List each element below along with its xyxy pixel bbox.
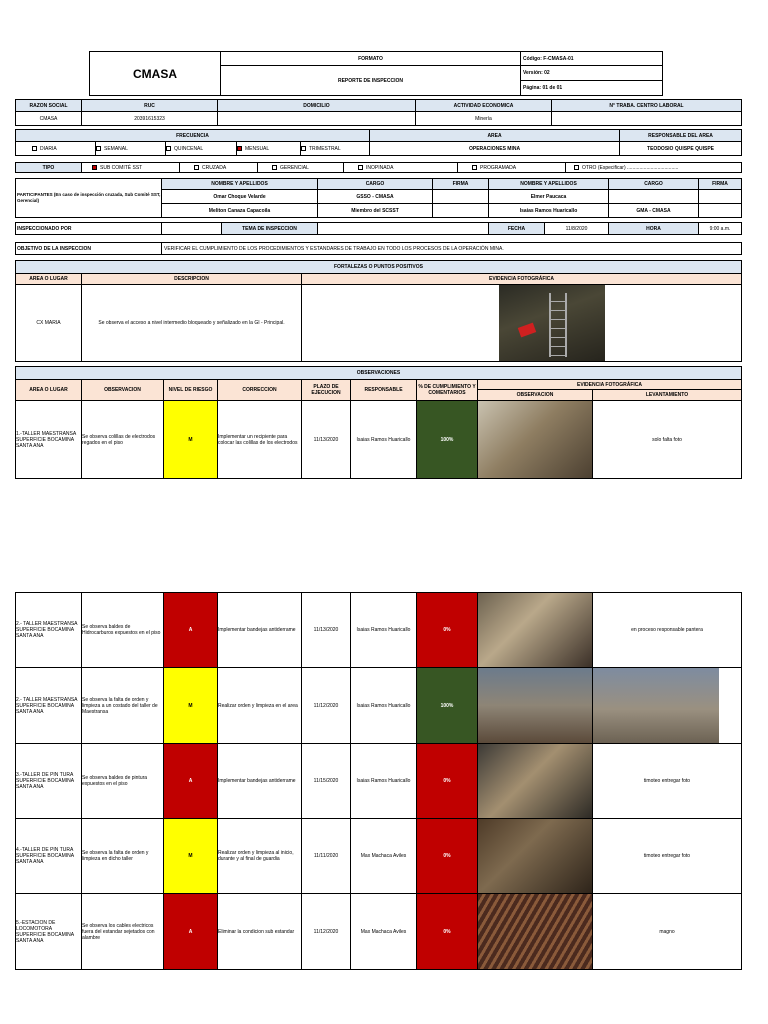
- obs-area: 3.-TALLER DE PIN TURA SUPERFICIE BOCAMINA SANTA ANA: [16, 744, 82, 819]
- trabajadores-value: [552, 112, 742, 126]
- tipo-option-otro[interactable]: OTRO (Especificar) .....................................: [566, 163, 742, 173]
- obs-plazo: 11/12/2020: [302, 894, 351, 970]
- obs-levantamiento-photo-cell: [593, 668, 742, 744]
- obs-levantamiento: solo falta foto: [593, 401, 742, 479]
- participantes-firma-header: FIRMA: [433, 179, 489, 190]
- obs-cumplimiento: 100%: [417, 401, 478, 479]
- fortalezas-descripcion: Se observa el acceso a nivel intermedio bloqueado y señalizado en la GI - Principal.: [82, 285, 302, 362]
- observaciones-title: OBSERVACIONES: [16, 367, 742, 380]
- participante-cargo: Miembro del SCSST: [318, 204, 433, 218]
- evidence-photo: [478, 593, 592, 667]
- evidence-photo: [478, 744, 592, 818]
- participantes-table: [15, 178, 742, 218]
- levantamiento-photo: [593, 668, 719, 743]
- responsable-area-value: TEODOSIO QUISPE QUISPE: [620, 142, 742, 156]
- razon-social-label: RAZON SOCIAL: [16, 100, 82, 112]
- participantes-cargo-header-2: CARGO: [609, 179, 699, 190]
- freq-option-semanal[interactable]: SEMANAL: [96, 142, 166, 156]
- table-row: [16, 668, 742, 744]
- obs-riesgo-header: NIVEL DE RIESGO: [164, 380, 218, 401]
- fortalezas-title: FORTALEZAS O PUNTOS POSITIVOS: [16, 261, 742, 274]
- obs-riesgo: M: [164, 401, 218, 479]
- evidence-photo: [478, 819, 592, 893]
- participantes-nombre-header-2: NOMBRE Y APELLIDOS: [489, 179, 609, 190]
- fecha-label: FECHA: [489, 223, 545, 235]
- header-table: [89, 51, 663, 96]
- razon-social-value: CMASA: [16, 112, 82, 126]
- obs-cumplimiento: 100%: [417, 668, 478, 744]
- responsable-area-label: RESPONSABLE DEL AREA: [620, 130, 742, 142]
- inspeccionado-por-label: INSPECCIONADO POR: [16, 223, 162, 235]
- checkbox-icon: [301, 146, 306, 151]
- obs-evidencia-levantamiento-header: LEVANTAMIENTO: [593, 390, 742, 401]
- tipo-label: TIPO: [16, 163, 82, 173]
- participante-firma: [699, 190, 742, 204]
- evidence-photo: [478, 668, 592, 743]
- obs-area: 4.-TALLER DE PIN TURA SUPERFICIE BOCAMINA SANTA ANA: [16, 819, 82, 894]
- domicilio-label: DOMICILIO: [218, 100, 416, 112]
- table-row: [16, 744, 742, 819]
- ruc-value: 20391615323: [82, 112, 218, 126]
- obs-riesgo: A: [164, 894, 218, 970]
- tipo-table: [15, 162, 742, 173]
- checkbox-icon: [32, 146, 37, 151]
- participantes-cargo-header: CARGO: [318, 179, 433, 190]
- obs-area: 1.-TALLER MAESTRANSA SUPERFICIE BOCAMINA SANTA ANA: [16, 401, 82, 479]
- obs-area-header: AREA O LUGAR: [16, 380, 82, 401]
- obs-evidencia-observacion-header: OBSERVACION: [478, 390, 593, 401]
- hora-value: 9:00 a.m.: [699, 223, 742, 235]
- version-label: Versión: 02: [521, 66, 663, 81]
- company-table: [15, 99, 742, 126]
- objetivo-table: [15, 242, 742, 255]
- obs-correccion: Realizar orden y limpieza al inicio, durante y al final de guardia: [218, 819, 302, 894]
- table-row: [16, 593, 742, 668]
- obs-plazo: 11/13/2020: [302, 401, 351, 479]
- observaciones-table: [15, 366, 742, 479]
- tema-value: [318, 223, 489, 235]
- obs-observacion: Se observa baldes de Hidrocarburos expuestos en el piso: [82, 593, 164, 668]
- domicilio-value: [218, 112, 416, 126]
- fortalezas-evidencia-cell: [302, 285, 742, 362]
- inspeccion-table: [15, 222, 742, 235]
- evidence-photo: [499, 285, 605, 361]
- obs-responsable: Max Machaca Aviles: [351, 894, 417, 970]
- inspeccionado-por-value: [162, 223, 222, 235]
- fortalezas-table: [15, 260, 742, 362]
- frecuencia-label: FRECUENCIA: [16, 130, 370, 142]
- obs-correccion: Realizar orden y limpieza en el area: [218, 668, 302, 744]
- obs-riesgo: M: [164, 819, 218, 894]
- checkbox-icon: [574, 165, 579, 170]
- tema-label: TEMA DE INSPECCION: [222, 223, 318, 235]
- obs-correccion: Eliminar la condicion sub estandar: [218, 894, 302, 970]
- obs-riesgo: A: [164, 744, 218, 819]
- obs-observacion: Se observa la falta de orden y limpieza en dicho taller: [82, 819, 164, 894]
- area-value: OPERACIONES MINA: [370, 142, 620, 156]
- fortalezas-area: CX MARIA: [16, 285, 82, 362]
- tipo-option-gerencial[interactable]: GERENCIAL: [258, 163, 344, 173]
- obs-evidencia-photo-cell: [478, 744, 593, 819]
- obs-riesgo: M: [164, 668, 218, 744]
- actividad-label: ACTIVIDAD ECONOMICA: [416, 100, 552, 112]
- ladder-shape: [549, 293, 567, 357]
- freq-option-mensual[interactable]: MENSUAL: [237, 142, 301, 156]
- obs-correccion: Implementar bandejas antiderrame: [218, 744, 302, 819]
- ruc-label: RUC: [82, 100, 218, 112]
- checkbox-icon: [96, 146, 101, 151]
- obs-cumplimiento: 0%: [417, 744, 478, 819]
- participantes-label: PARTICIPANTES (En caso de inspección cruzada, Sub Comité SST, Gerencial): [16, 179, 162, 218]
- trabajadores-label: N° TRABA. CENTRO LABORAL: [552, 100, 742, 112]
- frecuencia-table: [15, 129, 742, 156]
- participantes-firma-header-2: FIRMA: [699, 179, 742, 190]
- obs-cumplimiento: 0%: [417, 894, 478, 970]
- freq-option-quincenal[interactable]: QUINCENAL: [166, 142, 237, 156]
- obs-area: 2.- TALLER MAESTRANSA SUPERFICIE BOCAMINA SANTA ANA: [16, 668, 82, 744]
- obs-observacion: Se observa colillas de electrodos regados en el piso: [82, 401, 164, 479]
- observaciones-table-continued: [15, 592, 742, 970]
- obs-observacion: Se observa la falta de orden y limpieza a un costado del taller de Maestransa: [82, 668, 164, 744]
- table-row: [16, 819, 742, 894]
- obs-area: 5.-ESTACION DE LOCOMOTORA SUPERFICIE BOCAMINA SANTA ANA: [16, 894, 82, 970]
- obs-evidencia-photo-cell: [478, 401, 593, 479]
- checkbox-icon: [472, 165, 477, 170]
- obs-area: 2.- TALLER MAESTRANSA SUPERFICIE BOCAMINA SANTA ANA: [16, 593, 82, 668]
- fecha-value: 11/8/2020: [545, 223, 609, 235]
- obs-plazo: 11/15/2020: [302, 744, 351, 819]
- participante-cargo: [609, 190, 699, 204]
- freq-option-trimestral[interactable]: TRIMESTRAL: [301, 142, 370, 156]
- obs-responsable-header: RESPONSABLE: [351, 380, 417, 401]
- obs-observacion: Se observa los cables electricos fuera del estandar sejetados con alambre: [82, 894, 164, 970]
- format-label: FORMATO: [221, 52, 521, 66]
- area-label: AREA: [370, 130, 620, 142]
- tipo-option-cruzada[interactable]: CRUZADA: [180, 163, 258, 173]
- obs-responsable: Max Machaca Aviles: [351, 819, 417, 894]
- obs-plazo-header: PLAZO DE EJECUCION: [302, 380, 351, 401]
- freq-option-diaria[interactable]: DIARIA: [16, 142, 96, 156]
- table-row: [16, 894, 742, 970]
- report-title: REPORTE DE INSPECCION: [221, 66, 521, 96]
- company-logo: CMASA: [90, 52, 221, 96]
- obs-correccion: Implementar bandejas antiderrame: [218, 593, 302, 668]
- participante-cargo: GSSO - CMASA: [318, 190, 433, 204]
- obs-evidencia-header: EVIDENCIA FOTOGRÁFICA: [478, 380, 742, 390]
- obs-evidencia-photo-cell: [478, 593, 593, 668]
- checkbox-icon: [358, 165, 363, 170]
- participante-cargo: GMA - CMASA: [609, 204, 699, 218]
- evidence-photo: [478, 401, 592, 478]
- obs-levantamiento: magno: [593, 894, 742, 970]
- obs-evidencia-photo-cell: [478, 668, 593, 744]
- obs-evidencia-photo-cell: [478, 894, 593, 970]
- participante-nombre: Isaias Ramos Huaricallo: [489, 204, 609, 218]
- participante-firma: [433, 204, 489, 218]
- obs-responsable: Isaias Ramos Huaricallo: [351, 593, 417, 668]
- objetivo-text: VERIFICAR EL CUMPLIMIENTO DE LOS PROCEDIMIENTOS Y ESTANDARES DE TRABAJO EN TODO LOS PROCESOS DE LA OPERACIÓN MINA.: [162, 243, 742, 255]
- obs-cumplimiento: 0%: [417, 819, 478, 894]
- checkbox-icon: [194, 165, 199, 170]
- code-label: Código: F-CMASA-01: [521, 52, 663, 66]
- participante-nombre: Meliton Canaza Capacoila: [162, 204, 318, 218]
- participantes-nombre-header: NOMBRE Y APELLIDOS: [162, 179, 318, 190]
- fortalezas-descripcion-header: DESCRIPCION: [82, 274, 302, 285]
- obs-correccion: Implementar un recipiente para colocar las colillas de los electrodos: [218, 401, 302, 479]
- obs-evidencia-photo-cell: [478, 819, 593, 894]
- obs-cumplimiento: 0%: [417, 593, 478, 668]
- obs-observacion-header: OBSERVACION: [82, 380, 164, 401]
- checkbox-checked-icon: [92, 165, 97, 170]
- fortalezas-area-header: AREA O LUGAR: [16, 274, 82, 285]
- obs-responsable: Isaias Ramos Huaricallo: [351, 744, 417, 819]
- obs-responsable: Isaias Ramos Huaricallo: [351, 668, 417, 744]
- obs-levantamiento: en proceso responsable pantera: [593, 593, 742, 668]
- checkbox-icon: [272, 165, 277, 170]
- warning-sign-shape: [518, 323, 536, 338]
- obs-cumplimiento-header: % DE CUMPLIMIENTO Y COMENTARIOS: [417, 380, 478, 401]
- obs-observacion: Se observa baldes de pintura expuestos en el piso: [82, 744, 164, 819]
- tipo-option-inopinada[interactable]: INOPINADA: [344, 163, 458, 173]
- participante-firma: [699, 204, 742, 218]
- table-row: [16, 401, 742, 479]
- obs-plazo: 11/11/2020: [302, 819, 351, 894]
- participante-nombre: Omar Choque Velarde: [162, 190, 318, 204]
- checkbox-icon: [166, 146, 171, 151]
- obs-correccion-header: CORRECCION: [218, 380, 302, 401]
- actividad-value: Minería: [416, 112, 552, 126]
- evidence-photo: [478, 894, 592, 969]
- participante-firma: [433, 190, 489, 204]
- tipo-option-programada[interactable]: PROGRAMADA: [458, 163, 566, 173]
- objetivo-label: OBJETIVO DE LA INSPECCION: [16, 243, 162, 255]
- hora-label: HORA: [609, 223, 699, 235]
- participante-nombre: Elmer Paucaca: [489, 190, 609, 204]
- obs-levantamiento: timoteo entregar foto: [593, 819, 742, 894]
- checkbox-checked-icon: [237, 146, 242, 151]
- page-label: Página: 01 de 01: [521, 81, 663, 96]
- obs-responsable: Isaias Ramos Huaricallo: [351, 401, 417, 479]
- tipo-option-subcomite[interactable]: SUB COMITÉ SST: [82, 163, 180, 173]
- obs-plazo: 11/12/2020: [302, 668, 351, 744]
- fortalezas-evidencia-header: EVIDENCIA FOTOGRÁFICA: [302, 274, 742, 285]
- obs-riesgo: A: [164, 593, 218, 668]
- obs-plazo: 11/13/2020: [302, 593, 351, 668]
- obs-levantamiento: timoteo entregar foto: [593, 744, 742, 819]
